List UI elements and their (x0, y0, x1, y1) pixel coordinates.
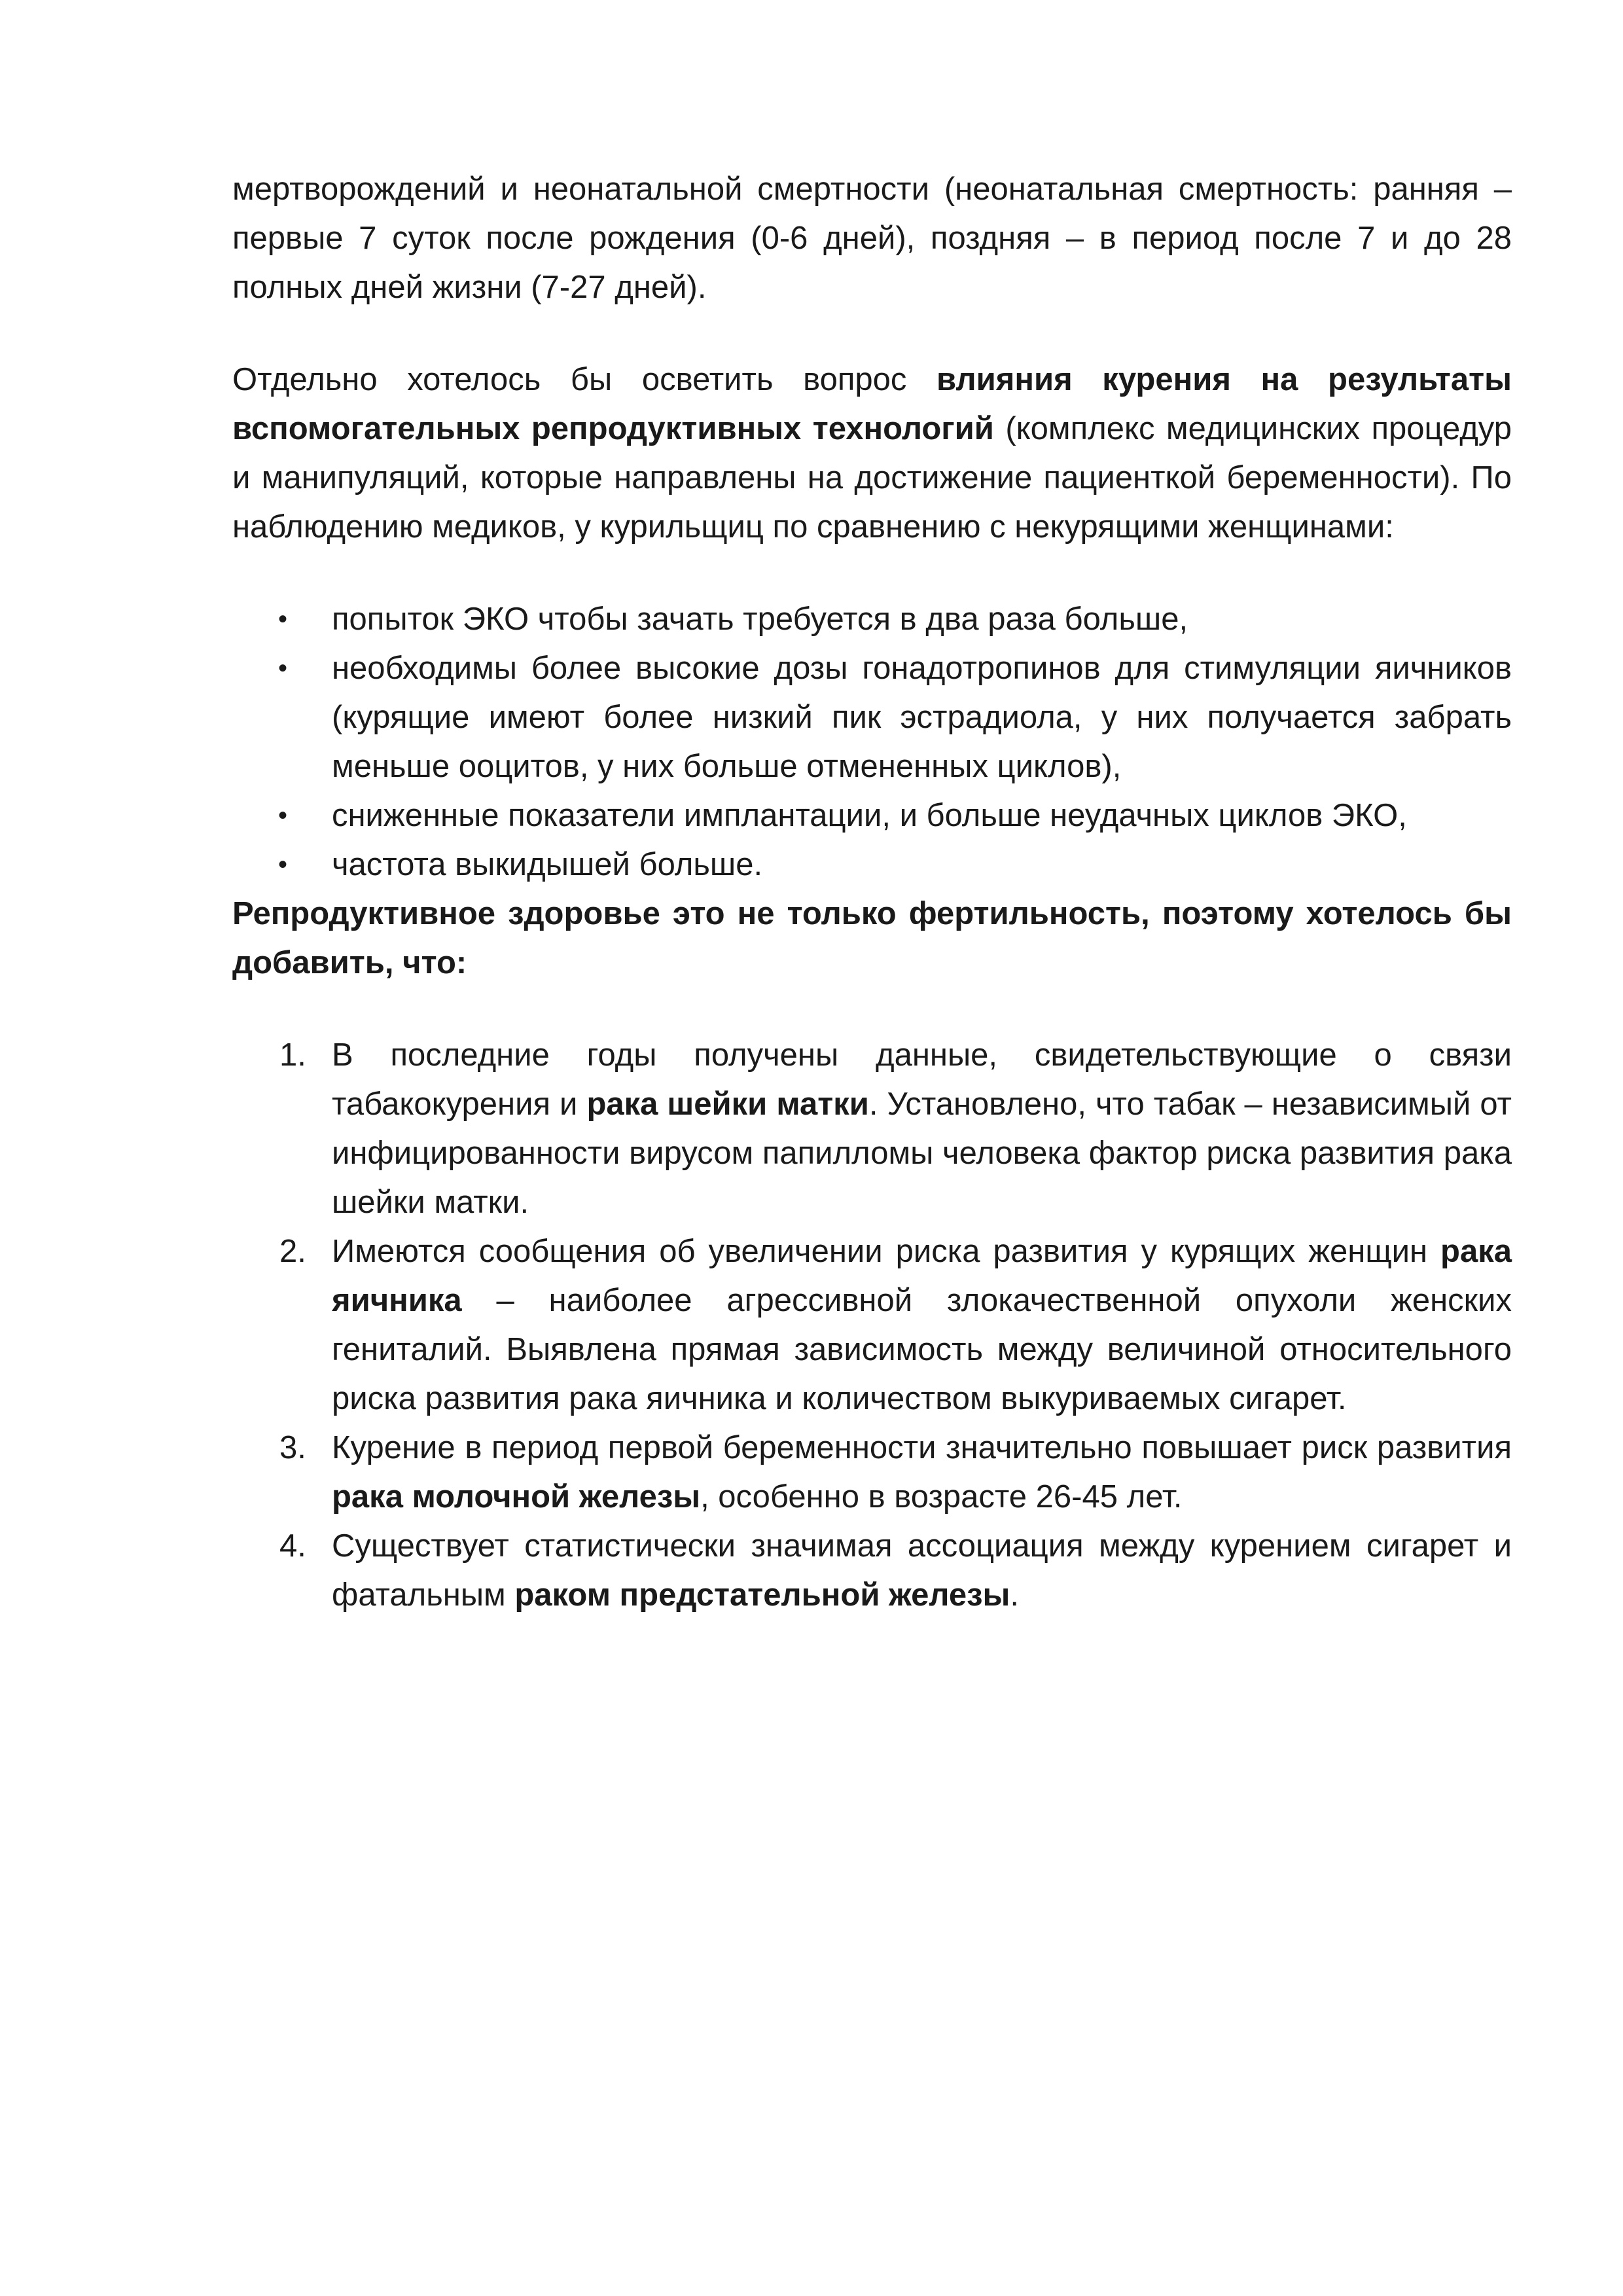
bullet-marker: • (278, 850, 288, 879)
list-item-text: . Установлено, что табак – независимый от инфицированности вирусом папилломы человека фактор риска развития рака шейки матки. (332, 1086, 1512, 1220)
list-item (232, 791, 1512, 840)
list-item-text: В последние годы получены данные, свидетельствующие о связи табакокурения и (332, 1037, 1512, 1122)
list-item-text: – наиболее агрессивной злокачественной опухоли женских гениталий. Выявлена прямая зависимость между величиной относительного риска развития рака яичника и количеством выкуриваемых сигарет. (332, 1283, 1512, 1416)
bullet-marker: • (278, 654, 288, 683)
bold-phrase: рака шейки матки (586, 1086, 869, 1122)
paragraph-text: (комплекс медицинских процедур и манипуляций, которые направлены на достижение пациенткой беременности). По наблюдению медиков, у курильщиц по сравнению с некурящими женщинами: (232, 411, 1512, 545)
list-number: 2. (279, 1234, 306, 1269)
list-item-text: . (1010, 1577, 1019, 1613)
list-number: 1. (279, 1037, 306, 1073)
document-body (232, 165, 1512, 1620)
list-item-text: необходимы более высокие дозы гонадотропинов для стимуляции яичников (курящие имеют более низкий пик эстрадиола, у них получается забрать меньше ооцитов, у них больше отмененных циклов), (332, 651, 1512, 784)
list-number: 3. (279, 1430, 306, 1465)
list-number: 4. (279, 1528, 306, 1564)
list-item-text: , особенно в возрасте 26-45 лет. (700, 1479, 1183, 1515)
list-item (232, 595, 1512, 644)
list-item-text: сниженные показатели имплантации, и больше неудачных циклов ЭКО, (332, 798, 1407, 833)
list-item (232, 1424, 1512, 1522)
list-item (232, 1031, 1512, 1227)
bold-phrase: раком предстательной железы (514, 1577, 1010, 1613)
list-item (232, 644, 1512, 791)
list-item-text: Существует статистически значимая ассоциация между курением сигарет и фатальным (332, 1528, 1512, 1613)
bullet-marker: • (278, 605, 288, 634)
paragraph-text: Отдельно хотелось бы осветить вопрос (232, 362, 937, 397)
list-item-text: Курение в период первой беременности значительно повышает риск развития (332, 1430, 1512, 1465)
numbered-list (232, 1031, 1512, 1620)
list-item-text: попыток ЭКО чтобы зачать требуется в два раза больше, (332, 601, 1188, 637)
bold-phrase: рака яичника (332, 1234, 1512, 1318)
bold-phrase: рака молочной железы (332, 1479, 701, 1515)
section-heading: Репродуктивное здоровье это не только фертильность, поэтому хотелось бы добавить, что: (232, 896, 1512, 980)
bold-phrase: влияния курения на результаты вспомогательных репродуктивных технологий (232, 362, 1512, 446)
bullet-list (232, 595, 1512, 889)
list-item (232, 840, 1512, 889)
paragraph-art-smoking (232, 355, 1512, 552)
paragraph-neonatal-mortality: мертворождений и неонатальной смертности (неонатальная смертность: ранняя – первые 7 суток после рождения (0-6 дней), поздняя – в период после 7 и до 28 полных дней жизни (7-27 дней). (232, 171, 1512, 305)
list-item (232, 1227, 1512, 1424)
list-item-text: частота выкидышей больше. (332, 847, 763, 882)
list-item-text: Имеются сообщения об увеличении риска развития у курящих женщин (332, 1234, 1441, 1269)
bullet-marker: • (278, 801, 288, 830)
list-item (232, 1522, 1512, 1620)
